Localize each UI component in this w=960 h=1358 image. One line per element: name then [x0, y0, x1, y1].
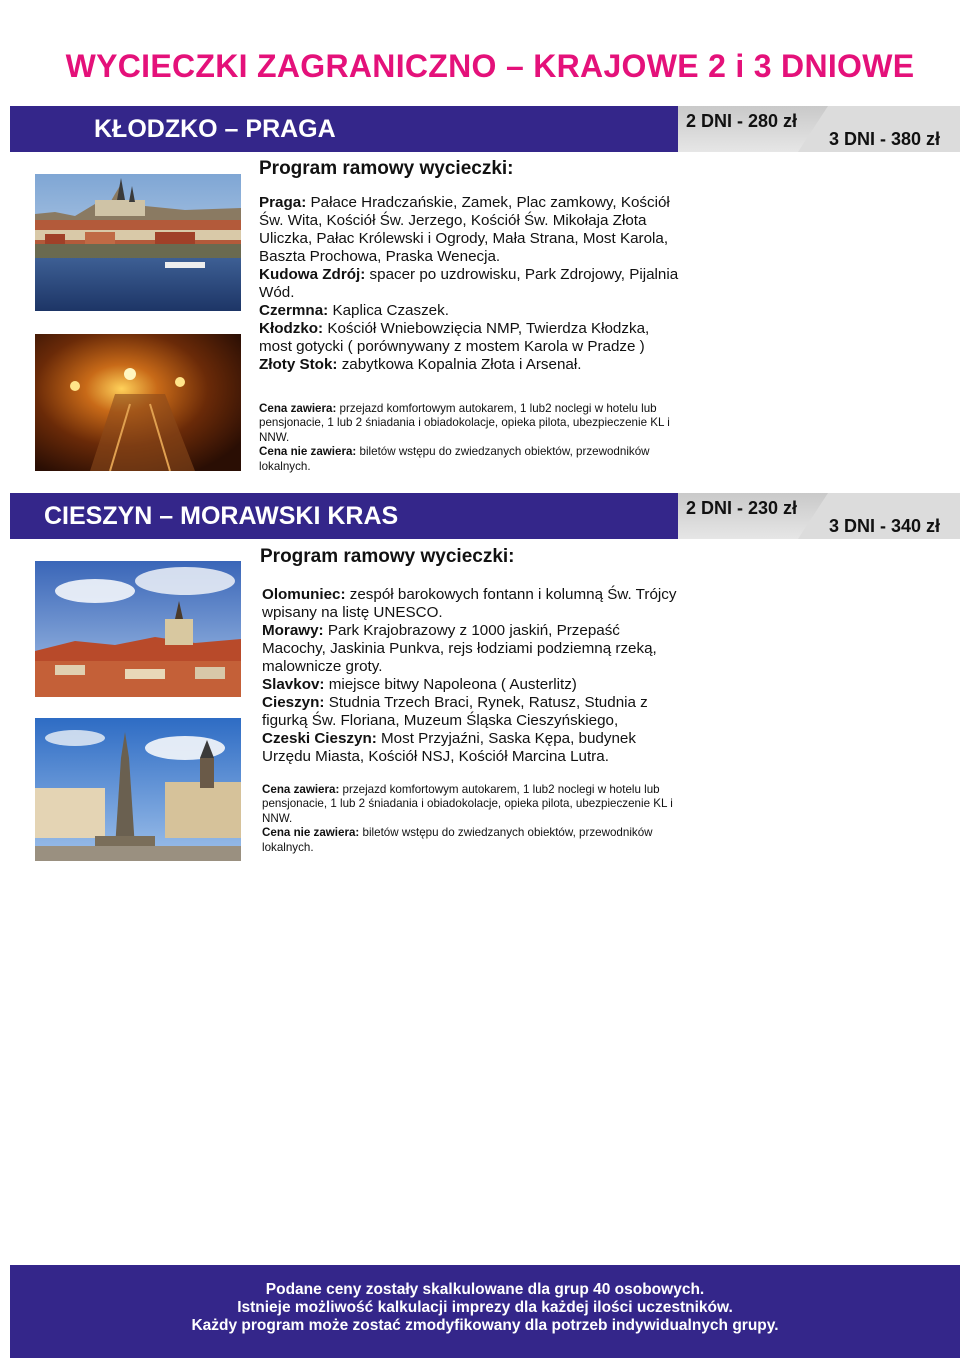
tour-name: CIESZYN – MORAWSKI KRAS — [44, 502, 399, 530]
photo-town-panorama — [35, 561, 241, 697]
tour-name: KŁODZKO – PRAGA — [94, 115, 336, 143]
tour-header-klodzko-praga — [10, 106, 678, 152]
price-3-days: 3 DNI - 340 zł — [828, 516, 940, 536]
price-excludes: Cena nie zawiera: biletów wstępu do zwiedzanych obiektów, przewodników lokalnych. — [259, 445, 650, 473]
footer-line: Każdy program może zostać zmodyfikowany dla potrzeb indywidualnych grupy. — [191, 1317, 779, 1334]
program-item: Czermna: Kaplica Czaszek. — [259, 302, 449, 319]
program-item: Kłodzko: Kościół Wniebowzięcia NMP, Twierdza Kłodzka, most gotycki ( porównywany z mostem Karola w Pradze ) — [259, 320, 650, 355]
photo-olomouc-column — [35, 718, 241, 861]
program-item: Kudowa Zdrój: spacer po uzdrowisku, Park Zdrojowy, Pijalnia Wód. — [259, 266, 679, 301]
footer-line: Istnieje możliwość kalkulacji imprezy dla każdej ilości uczestników. — [237, 1299, 733, 1316]
footer-info — [10, 1265, 960, 1358]
price-box — [678, 493, 960, 539]
price-includes: Cena zawiera: przejazd komfortowym autokarem, 1 lub2 noclegi w hotelu lub pensjonacie, 1 lub 2 śniadania i obiadokolacje, opieka pilota, ubezpieczenie KL i NNW. — [259, 402, 670, 444]
program-item: Morawy: Park Krajobrazowy z 1000 jaskiń, Przepaść Macochy, Jaskinia Punkva, rejs łodziami podziemną rzeką, malownicze groty. — [262, 622, 657, 675]
price-includes: Cena zawiera: przejazd komfortowym autokarem, 1 lub2 noclegi w hotelu lub pensjonacie, 1 lub 2 śniadania i obiadokolacje, opieka pilota, ubezpieczenie KL i NNW. — [262, 783, 673, 825]
page-title: WYCIECZKI ZAGRANICZNO – KRAJOWE 2 i 3 DNIOWE — [65, 48, 915, 84]
program-item: Olomuniec: zespół barokowych fontann i kolumną Św. Trójcy wpisany na listę UNESCO. — [262, 586, 677, 621]
price-excludes: Cena nie zawiera: biletów wstępu do zwiedzanych obiektów, przewodników lokalnych. — [262, 826, 653, 854]
program-item: Praga: Pałace Hradczańskie, Zamek, Plac zamkowy, Kościół Św. Wita, Kościół Św. Jerzego, Kościół Św. Mikołaja Złota Uliczka, Pałac Królewski i Ogrody, Mała Strana, Most Karola, Baszta Prochowa, Praska Wenecja. — [259, 194, 670, 265]
price-2-days: 2 DNI - 230 zł — [686, 498, 798, 518]
price-box — [678, 106, 960, 152]
program-text — [259, 194, 679, 374]
program-item: Czeski Cieszyn: Most Przyjaźni, Saska Kępa, budynek Urzędu Miasta, Kościół NSJ, Kościół Marcina Lutra. — [262, 730, 636, 765]
footer-line: Podane ceny zostały skalkulowane dla grup 40 osobowych. — [265, 1281, 705, 1298]
photo-gold-mine — [35, 334, 241, 471]
program-item: Cieszyn: Studnia Trzech Braci, Rynek, Ratusz, Studnia z figurką Św. Floriana, Muzeum Śląska Cieszyńskiego, — [262, 694, 648, 729]
tour-header-cieszyn-morawski-kras — [10, 493, 678, 539]
price-notes — [259, 402, 679, 474]
program-heading: Program ramowy wycieczki: — [260, 546, 515, 567]
program-item: Slavkov: miejsce bitwy Napoleona ( Austerlitz) — [262, 676, 577, 693]
price-notes — [262, 783, 682, 855]
program-text — [262, 586, 682, 766]
program-item: Złoty Stok: zabytkowa Kopalnia Złota i Arsenał. — [259, 356, 582, 373]
price-3-days: 3 DNI - 380 zł — [828, 129, 940, 149]
program-heading: Program ramowy wycieczki: — [259, 158, 514, 179]
photo-prague-castle — [35, 174, 241, 311]
price-2-days: 2 DNI - 280 zł — [686, 111, 798, 131]
